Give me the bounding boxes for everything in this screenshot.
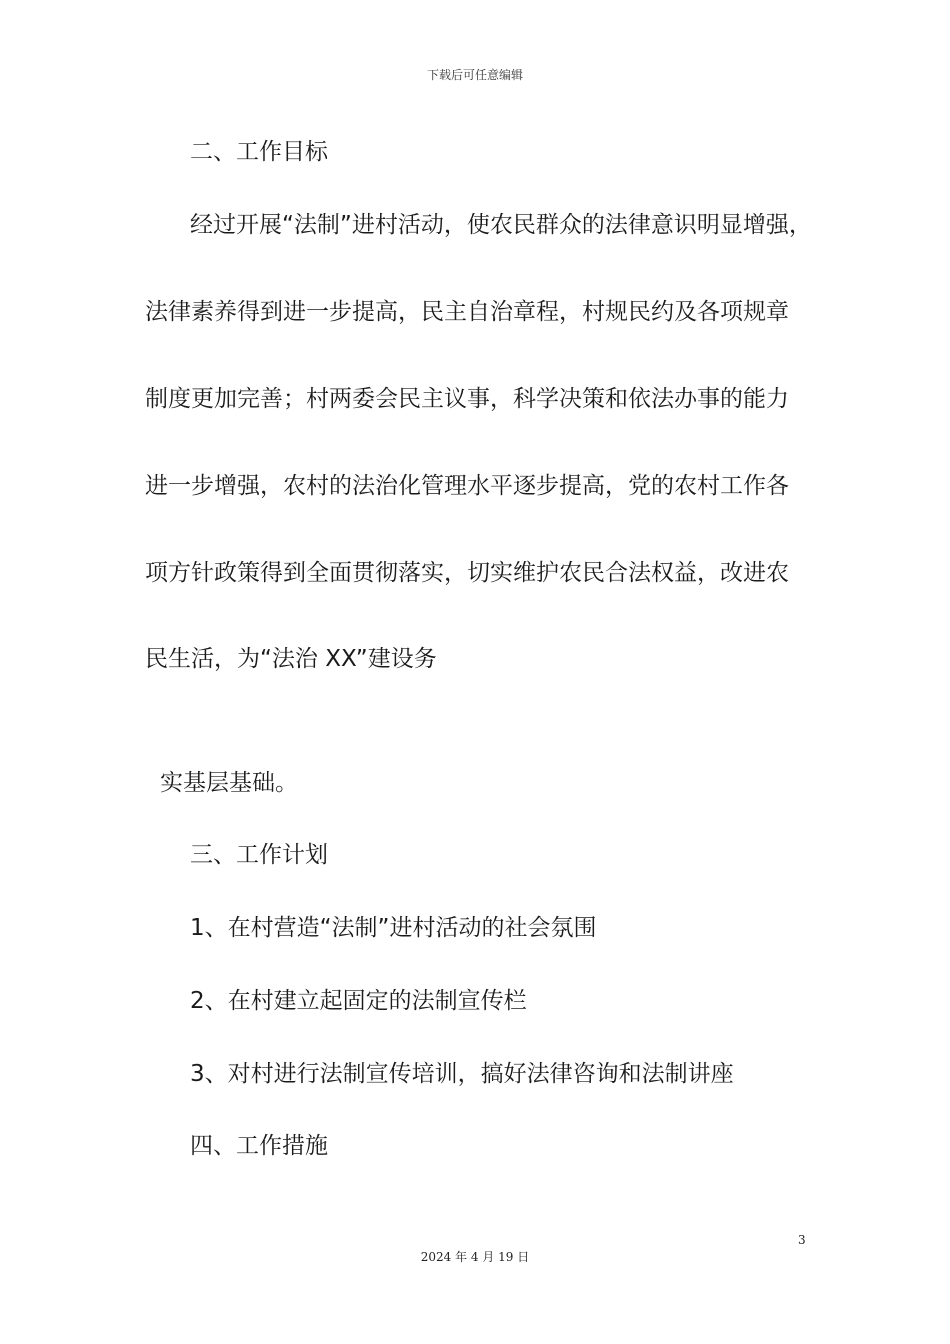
paragraph-line-2: 法律素养得到进一步提高，民主自治章程，村规民约及各项规章 — [145, 299, 789, 325]
plan-item-3: 3、对村进行法制宣传培训，搞好法律咨询和法制讲座 — [190, 1061, 734, 1087]
paragraph-continuation: 实基层基础。 — [160, 770, 298, 796]
section-heading-plan: 三、工作计划 — [190, 842, 328, 868]
paragraph-line-6: 民生活，为“法治 XX”建设务 — [145, 646, 437, 672]
plan-item-1: 1、在村营造“法制”进村活动的社会氛围 — [190, 915, 597, 941]
paragraph-line-1: 经过开展“法制”进村活动，使农民群众的法律意识明显增强， — [190, 212, 812, 238]
header-note: 下载后可任意编辑 — [426, 68, 523, 82]
paragraph-line-3: 制度更加完善；村两委会民主议事，科学决策和依法办事的能力 — [145, 386, 789, 412]
plan-item-2: 2、在村建立起固定的法制宣传栏 — [190, 988, 527, 1014]
page-number: 3 — [798, 1233, 806, 1247]
paragraph-line-5: 项方针政策得到全面贯彻落实，切实维护农民合法权益，改进农 — [145, 560, 789, 586]
section-heading-goals: 二、工作目标 — [190, 139, 328, 165]
section-heading-measures: 四、工作措施 — [190, 1133, 328, 1159]
footer-date: 2024 年 4 月 19 日 — [420, 1250, 530, 1264]
paragraph-line-4: 进一步增强，农村的法治化管理水平逐步提高，党的农村工作各 — [145, 473, 789, 499]
